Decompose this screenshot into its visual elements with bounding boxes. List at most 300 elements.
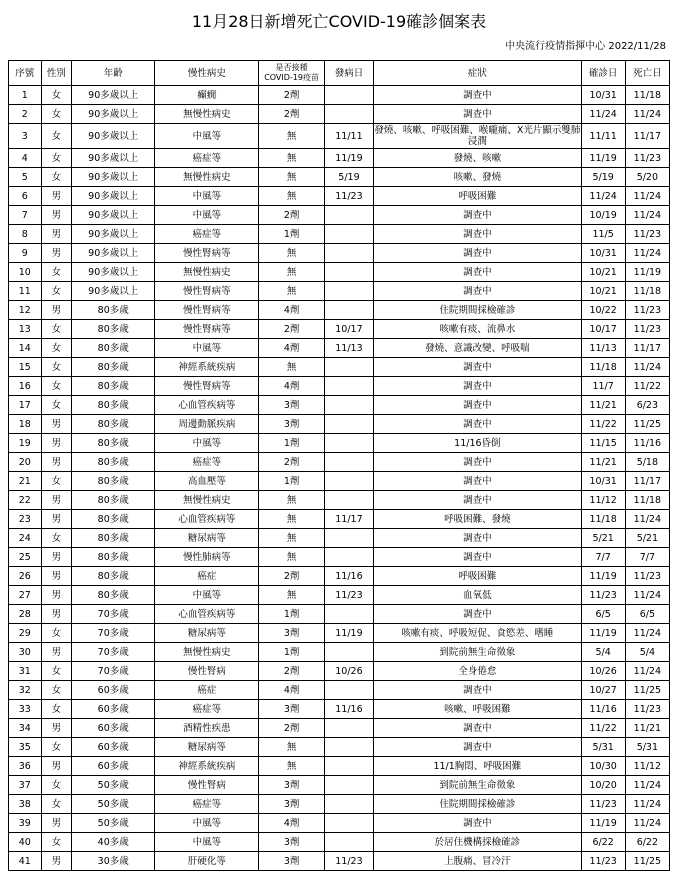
table-row: [9, 320, 670, 339]
cell-chronic-history: 慢性腎病等: [155, 301, 259, 320]
cell-death-date: 11/23: [625, 567, 669, 586]
cell-symptoms: 咳嗽、發燒: [374, 168, 581, 187]
cell-vaccination: 無: [259, 548, 324, 567]
cell-case-no: 29: [9, 624, 42, 643]
cell-vaccination: 無: [259, 244, 324, 263]
cell-confirmed-date: 11/21: [581, 396, 625, 415]
cell-sex: 女: [41, 662, 72, 681]
cell-confirmed-date: 11/16: [581, 700, 625, 719]
cell-confirmed-date: 10/26: [581, 662, 625, 681]
cell-confirmed-date: 11/18: [581, 510, 625, 529]
header-symptoms: 症狀: [374, 61, 581, 86]
cell-chronic-history: 糖尿病等: [155, 529, 259, 548]
cell-symptoms: 調查中: [374, 263, 581, 282]
cell-symptoms: 於居住機構採檢確診: [374, 833, 581, 852]
cell-symptoms: 調查中: [374, 814, 581, 833]
cell-case-no: 10: [9, 263, 42, 282]
table-row: [9, 282, 670, 301]
cell-vaccination: 無: [259, 282, 324, 301]
cell-onset-date: 11/19: [324, 149, 373, 168]
header-vaccination-line1: 是否接種: [275, 63, 308, 72]
cell-vaccination: 無: [259, 586, 324, 605]
header-sex: 性別: [41, 61, 72, 86]
cell-vaccination: 無: [259, 738, 324, 757]
cell-confirmed-date: 10/30: [581, 757, 625, 776]
table-row: [9, 852, 670, 871]
cell-sex: 男: [41, 434, 72, 453]
cell-onset-date: [324, 548, 373, 567]
table-row: [9, 301, 670, 320]
cell-sex: 男: [41, 586, 72, 605]
header-vaccination: [259, 61, 324, 86]
cell-onset-date: 11/16: [324, 567, 373, 586]
cell-case-no: 12: [9, 301, 42, 320]
cell-death-date: 11/24: [625, 244, 669, 263]
cell-vaccination: 1劑: [259, 472, 324, 491]
cell-chronic-history: 糖尿病等: [155, 738, 259, 757]
cell-vaccination: 無: [259, 510, 324, 529]
cell-vaccination: 1劑: [259, 434, 324, 453]
cell-age: 90多歲以上: [72, 225, 155, 244]
cell-symptoms: 調查中: [374, 282, 581, 301]
cell-case-no: 19: [9, 434, 42, 453]
cell-age: 90多歲以上: [72, 206, 155, 225]
cell-symptoms: 咳嗽、呼吸困難: [374, 700, 581, 719]
cell-death-date: 6/22: [625, 833, 669, 852]
cell-chronic-history: 慢性肺病等: [155, 548, 259, 567]
cell-death-date: 11/24: [625, 586, 669, 605]
cell-sex: 男: [41, 757, 72, 776]
cell-age: 30多歲: [72, 852, 155, 871]
cell-confirmed-date: 11/23: [581, 586, 625, 605]
cell-symptoms: 住院期間採檢確診: [374, 301, 581, 320]
cell-death-date: 11/24: [625, 206, 669, 225]
cell-vaccination: 4劑: [259, 339, 324, 358]
cell-symptoms: 11/1胸悶、呼吸困難: [374, 757, 581, 776]
cell-death-date: 5/18: [625, 453, 669, 472]
cell-chronic-history: 無慢性病史: [155, 168, 259, 187]
cell-age: 90多歲以上: [72, 149, 155, 168]
cell-age: 80多歲: [72, 339, 155, 358]
table-row: [9, 814, 670, 833]
cell-age: 80多歲: [72, 548, 155, 567]
cell-vaccination: 無: [259, 529, 324, 548]
cell-vaccination: 2劑: [259, 86, 324, 105]
cell-sex: 女: [41, 263, 72, 282]
cell-symptoms: 調查中: [374, 529, 581, 548]
cell-onset-date: [324, 105, 373, 124]
cell-death-date: 6/23: [625, 396, 669, 415]
cell-onset-date: [324, 415, 373, 434]
cell-case-no: 24: [9, 529, 42, 548]
table-row: [9, 187, 670, 206]
cell-vaccination: 3劑: [259, 776, 324, 795]
cell-onset-date: [324, 605, 373, 624]
cell-age: 90多歲以上: [72, 187, 155, 206]
cell-age: 40多歲: [72, 833, 155, 852]
cell-age: 80多歲: [72, 434, 155, 453]
cell-vaccination: 無: [259, 168, 324, 187]
cell-age: 90多歲以上: [72, 282, 155, 301]
cell-age: 80多歲: [72, 358, 155, 377]
cell-confirmed-date: 6/5: [581, 605, 625, 624]
cell-sex: 女: [41, 377, 72, 396]
cell-onset-date: [324, 434, 373, 453]
cell-age: 80多歲: [72, 529, 155, 548]
cell-sex: 女: [41, 339, 72, 358]
cell-chronic-history: 無慢性病史: [155, 643, 259, 662]
cell-onset-date: [324, 453, 373, 472]
cell-age: 80多歲: [72, 510, 155, 529]
cell-vaccination: 3劑: [259, 415, 324, 434]
cell-sex: 男: [41, 206, 72, 225]
cell-case-no: 28: [9, 605, 42, 624]
cell-vaccination: 1劑: [259, 605, 324, 624]
cell-onset-date: [324, 282, 373, 301]
cell-confirmed-date: 10/19: [581, 206, 625, 225]
cell-death-date: 11/25: [625, 852, 669, 871]
cell-sex: 女: [41, 700, 72, 719]
table-row: [9, 377, 670, 396]
table-row: [9, 605, 670, 624]
cell-case-no: 9: [9, 244, 42, 263]
cell-chronic-history: 慢性腎病等: [155, 282, 259, 301]
cell-confirmed-date: 11/18: [581, 358, 625, 377]
cell-onset-date: 11/23: [324, 187, 373, 206]
cell-age: 60多歲: [72, 738, 155, 757]
cell-case-no: 13: [9, 320, 42, 339]
cell-vaccination: 無: [259, 149, 324, 168]
cell-age: 80多歲: [72, 586, 155, 605]
cell-symptoms: 調查中: [374, 719, 581, 738]
cell-case-no: 3: [9, 124, 42, 149]
cell-chronic-history: 中風等: [155, 187, 259, 206]
cell-sex: 女: [41, 776, 72, 795]
cell-onset-date: [324, 757, 373, 776]
cell-confirmed-date: 11/22: [581, 719, 625, 738]
header-chronic-history: 慢性病史: [155, 61, 259, 86]
cell-onset-date: [324, 86, 373, 105]
table-row: [9, 662, 670, 681]
cell-chronic-history: 中風等: [155, 586, 259, 605]
header-row: [9, 61, 670, 86]
cell-chronic-history: 肝硬化等: [155, 852, 259, 871]
cell-onset-date: [324, 244, 373, 263]
cell-onset-date: [324, 206, 373, 225]
cell-symptoms: 調查中: [374, 548, 581, 567]
cell-age: 80多歲: [72, 396, 155, 415]
cell-symptoms: 調查中: [374, 225, 581, 244]
cell-confirmed-date: 11/19: [581, 814, 625, 833]
cell-confirmed-date: 11/23: [581, 795, 625, 814]
cell-sex: 男: [41, 225, 72, 244]
cell-sex: 女: [41, 168, 72, 187]
cell-confirmed-date: 10/17: [581, 320, 625, 339]
cell-case-no: 37: [9, 776, 42, 795]
table-row: [9, 263, 670, 282]
cell-death-date: 5/31: [625, 738, 669, 757]
cell-symptoms: 調查中: [374, 681, 581, 700]
cell-death-date: 11/21: [625, 719, 669, 738]
cell-onset-date: 11/16: [324, 700, 373, 719]
cell-age: 70多歲: [72, 662, 155, 681]
cell-death-date: 11/25: [625, 415, 669, 434]
cell-chronic-history: 中風等: [155, 814, 259, 833]
cell-chronic-history: 癌症等: [155, 453, 259, 472]
table-row: [9, 529, 670, 548]
cell-symptoms: 調查中: [374, 491, 581, 510]
cell-sex: 女: [41, 529, 72, 548]
cell-case-no: 36: [9, 757, 42, 776]
cell-sex: 男: [41, 510, 72, 529]
cell-chronic-history: 慢性腎病: [155, 662, 259, 681]
cell-age: 80多歲: [72, 472, 155, 491]
cell-case-no: 6: [9, 187, 42, 206]
cell-confirmed-date: 10/31: [581, 86, 625, 105]
table-row: [9, 434, 670, 453]
cell-age: 80多歲: [72, 320, 155, 339]
cell-chronic-history: 癌症等: [155, 700, 259, 719]
cell-chronic-history: 酒精性疾患: [155, 719, 259, 738]
cell-sex: 男: [41, 548, 72, 567]
cell-sex: 男: [41, 719, 72, 738]
cell-onset-date: [324, 643, 373, 662]
cell-vaccination: 4劑: [259, 301, 324, 320]
cell-death-date: 11/24: [625, 795, 669, 814]
cell-death-date: 11/18: [625, 282, 669, 301]
cell-age: 60多歲: [72, 719, 155, 738]
cell-chronic-history: 心血管疾病等: [155, 605, 259, 624]
cell-sex: 女: [41, 624, 72, 643]
cell-onset-date: [324, 358, 373, 377]
table-row: [9, 510, 670, 529]
cell-death-date: 11/19: [625, 263, 669, 282]
cell-onset-date: [324, 719, 373, 738]
cell-vaccination: 4劑: [259, 681, 324, 700]
cell-confirmed-date: 10/20: [581, 776, 625, 795]
cell-symptoms: 調查中: [374, 472, 581, 491]
header-age: 年齡: [72, 61, 155, 86]
cell-confirmed-date: 10/21: [581, 282, 625, 301]
cell-chronic-history: 癌症: [155, 681, 259, 700]
cell-symptoms: 咳嗽有痰、流鼻水: [374, 320, 581, 339]
cell-age: 80多歲: [72, 491, 155, 510]
cell-sex: 女: [41, 738, 72, 757]
cell-onset-date: [324, 263, 373, 282]
table-row: [9, 415, 670, 434]
table-row: [9, 719, 670, 738]
cell-case-no: 11: [9, 282, 42, 301]
cell-age: 90多歲以上: [72, 263, 155, 282]
cell-chronic-history: 糖尿病等: [155, 624, 259, 643]
cell-case-no: 20: [9, 453, 42, 472]
table-row: [9, 453, 670, 472]
cell-chronic-history: 中風等: [155, 833, 259, 852]
cell-age: 50多歲: [72, 776, 155, 795]
cell-death-date: 11/23: [625, 301, 669, 320]
cell-confirmed-date: 11/13: [581, 339, 625, 358]
cell-death-date: 11/16: [625, 434, 669, 453]
cell-death-date: 5/4: [625, 643, 669, 662]
cell-vaccination: 無: [259, 757, 324, 776]
cell-symptoms: 發燒、意識改變、呼吸喘: [374, 339, 581, 358]
cell-chronic-history: 癌症等: [155, 225, 259, 244]
cell-age: 50多歲: [72, 814, 155, 833]
cell-onset-date: [324, 776, 373, 795]
cell-vaccination: 3劑: [259, 833, 324, 852]
cell-confirmed-date: 5/4: [581, 643, 625, 662]
cell-sex: 男: [41, 643, 72, 662]
cell-chronic-history: 中風等: [155, 339, 259, 358]
table-row: [9, 225, 670, 244]
cell-symptoms: 到院前無生命徵象: [374, 643, 581, 662]
cell-age: 90多歲以上: [72, 105, 155, 124]
cell-onset-date: 11/23: [324, 586, 373, 605]
cell-death-date: 11/17: [625, 124, 669, 149]
cell-death-date: 6/5: [625, 605, 669, 624]
cell-death-date: 11/23: [625, 320, 669, 339]
cell-case-no: 38: [9, 795, 42, 814]
header-no: 序號: [9, 61, 42, 86]
cell-symptoms: 上腹痛、冒冷汗: [374, 852, 581, 871]
cell-death-date: 11/24: [625, 358, 669, 377]
case-rows: [9, 86, 670, 871]
cell-confirmed-date: 11/19: [581, 149, 625, 168]
cell-vaccination: 1劑: [259, 643, 324, 662]
cell-confirmed-date: 11/24: [581, 105, 625, 124]
cell-sex: 女: [41, 681, 72, 700]
cell-symptoms: 發燒、咳嗽: [374, 149, 581, 168]
cell-vaccination: 1劑: [259, 225, 324, 244]
cell-vaccination: 3劑: [259, 852, 324, 871]
table-row: [9, 833, 670, 852]
table-row: [9, 776, 670, 795]
cell-age: 80多歲: [72, 415, 155, 434]
cell-chronic-history: 中風等: [155, 206, 259, 225]
cell-case-no: 39: [9, 814, 42, 833]
cell-case-no: 14: [9, 339, 42, 358]
table-row: [9, 548, 670, 567]
cell-vaccination: 2劑: [259, 567, 324, 586]
cell-vaccination: 3劑: [259, 795, 324, 814]
cell-vaccination: 無: [259, 263, 324, 282]
header-confirmed-date: 確診日: [581, 61, 625, 86]
cell-symptoms: 呼吸困難: [374, 187, 581, 206]
cell-onset-date: 11/19: [324, 624, 373, 643]
cell-sex: 女: [41, 320, 72, 339]
cell-age: 70多歲: [72, 624, 155, 643]
cell-symptoms: 調查中: [374, 415, 581, 434]
cell-confirmed-date: 7/7: [581, 548, 625, 567]
cell-vaccination: 3劑: [259, 624, 324, 643]
cell-sex: 女: [41, 149, 72, 168]
cell-case-no: 5: [9, 168, 42, 187]
header-vaccination-line2: COVID-19疫苗: [264, 73, 319, 82]
cell-case-no: 41: [9, 852, 42, 871]
cell-confirmed-date: 5/21: [581, 529, 625, 548]
cell-confirmed-date: 10/21: [581, 263, 625, 282]
cell-chronic-history: 癌症: [155, 567, 259, 586]
cell-onset-date: [324, 529, 373, 548]
cell-case-no: 21: [9, 472, 42, 491]
cell-onset-date: [324, 833, 373, 852]
cell-symptoms: 血氧低: [374, 586, 581, 605]
cell-chronic-history: 慢性腎病等: [155, 320, 259, 339]
cell-sex: 男: [41, 244, 72, 263]
table-row: [9, 795, 670, 814]
cell-age: 80多歲: [72, 453, 155, 472]
cell-confirmed-date: 5/31: [581, 738, 625, 757]
cell-death-date: 11/22: [625, 377, 669, 396]
death-case-table: [8, 60, 670, 871]
cell-age: 70多歲: [72, 605, 155, 624]
cell-sex: 女: [41, 105, 72, 124]
cell-onset-date: [324, 814, 373, 833]
cell-onset-date: 10/26: [324, 662, 373, 681]
cell-confirmed-date: 11/7: [581, 377, 625, 396]
table-row: [9, 586, 670, 605]
table-row: [9, 168, 670, 187]
cell-case-no: 34: [9, 719, 42, 738]
cell-case-no: 8: [9, 225, 42, 244]
cell-confirmed-date: 11/24: [581, 187, 625, 206]
cell-sex: 女: [41, 472, 72, 491]
cell-symptoms: 調查中: [374, 358, 581, 377]
cell-onset-date: [324, 377, 373, 396]
cell-confirmed-date: 10/22: [581, 301, 625, 320]
table-row: [9, 206, 670, 225]
cell-confirmed-date: 11/21: [581, 453, 625, 472]
table-row: [9, 700, 670, 719]
cell-symptoms: 調查中: [374, 105, 581, 124]
cell-confirmed-date: 11/12: [581, 491, 625, 510]
page-title: 11月28日新增死亡COVID-19確診個案表: [191, 12, 487, 31]
cell-sex: 男: [41, 415, 72, 434]
cell-death-date: 5/20: [625, 168, 669, 187]
cell-chronic-history: 慢性腎病: [155, 776, 259, 795]
cell-onset-date: [324, 795, 373, 814]
table-row: [9, 86, 670, 105]
cell-age: 60多歲: [72, 757, 155, 776]
cell-chronic-history: 癲癇: [155, 86, 259, 105]
header-death-date: 死亡日: [625, 61, 669, 86]
cell-chronic-history: 癌症等: [155, 795, 259, 814]
cell-case-no: 40: [9, 833, 42, 852]
cell-sex: 男: [41, 567, 72, 586]
cell-case-no: 1: [9, 86, 42, 105]
cell-confirmed-date: 11/23: [581, 852, 625, 871]
cell-death-date: 11/18: [625, 491, 669, 510]
cell-vaccination: 2劑: [259, 206, 324, 225]
table-row: [9, 339, 670, 358]
cell-case-no: 33: [9, 700, 42, 719]
source-and-date: 中央流行疫情指揮中心 2022/11/28: [505, 41, 666, 52]
cell-vaccination: 3劑: [259, 700, 324, 719]
cell-vaccination: 2劑: [259, 320, 324, 339]
table-row: [9, 396, 670, 415]
cell-vaccination: 2劑: [259, 105, 324, 124]
cell-symptoms: 調查中: [374, 453, 581, 472]
cell-vaccination: 無: [259, 358, 324, 377]
cell-sex: 女: [41, 282, 72, 301]
cell-death-date: 11/23: [625, 700, 669, 719]
table-row: [9, 624, 670, 643]
cell-sex: 女: [41, 396, 72, 415]
cell-sex: 男: [41, 453, 72, 472]
cell-chronic-history: 高血壓等: [155, 472, 259, 491]
cell-death-date: 11/17: [625, 339, 669, 358]
cell-death-date: 11/24: [625, 624, 669, 643]
